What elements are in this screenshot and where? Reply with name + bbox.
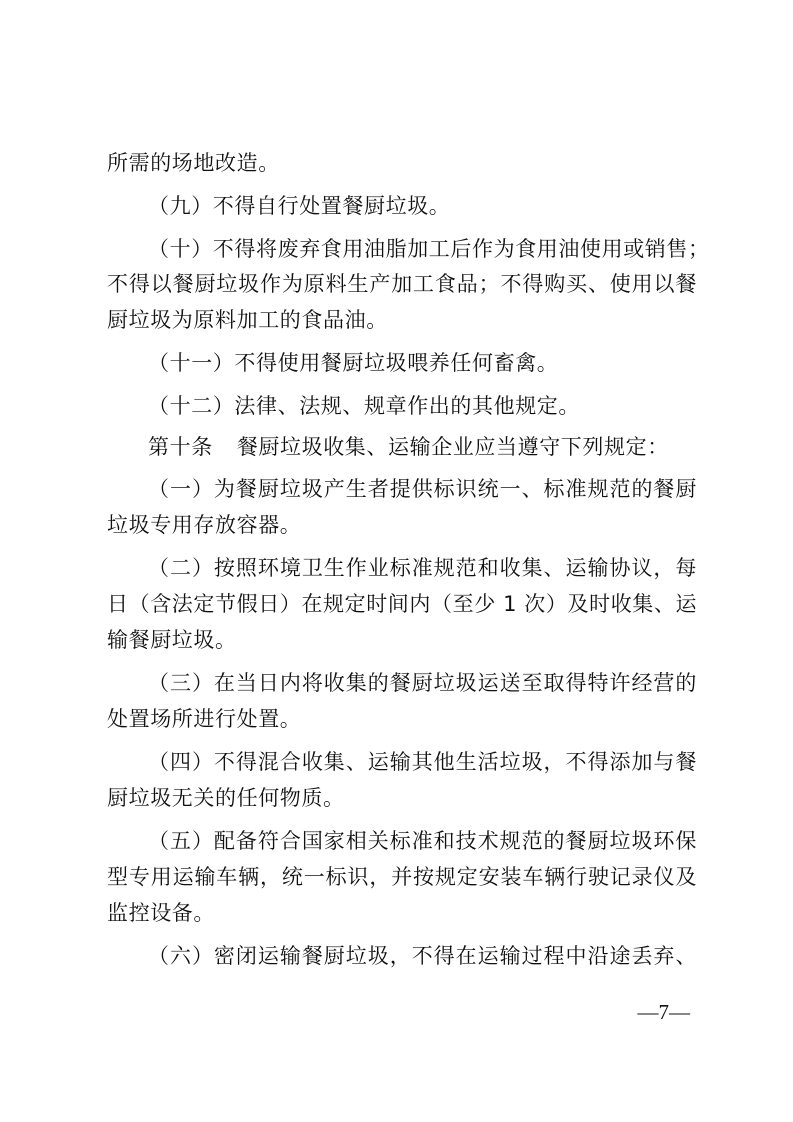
- text-line: （六）密闭运输餐厨垃圾，不得在运输过程中沿途丢弃、: [148, 944, 697, 968]
- text-line: 监控设备。: [107, 901, 215, 925]
- article-number: 第十条: [148, 435, 213, 459]
- text-line: 垃圾专用存放容器。: [107, 513, 302, 537]
- page-number: —7—: [637, 1000, 690, 1024]
- text-line: （四）不得混合收集、运输其他生活垃圾，不得添加与餐: [148, 750, 697, 774]
- text-line: 厨垃圾为原料加工的食品油。: [107, 308, 388, 332]
- article-text: 餐厨垃圾收集、运输企业应当遵守下列规定：: [236, 435, 669, 459]
- text-line: 厨垃圾无关的任何物质。: [107, 786, 345, 810]
- text-line: （一）为餐厨垃圾产生者提供标识统一、标准规范的餐厨: [148, 477, 697, 501]
- text-line: 日（含法定节假日）在规定时间内（至少 1 次）及时收集、运: [107, 592, 698, 616]
- text-line: （三）在当日内将收集的餐厨垃圾运送至取得特许经营的: [148, 671, 697, 695]
- text-line: （十二）法律、法规、规章作出的其他规定。: [148, 394, 580, 418]
- text-line: （五）配备符合国家相关标准和技术规范的餐厨垃圾环保: [148, 829, 697, 853]
- text-line: 型专用运输车辆，统一标识，并按规定安装车辆行驶记录仪及: [107, 865, 697, 889]
- text-line: （二）按照环境卫生作业标准规范和收集、运输协议，每: [148, 556, 697, 580]
- text-line: （九）不得自行处置餐厨垃圾。: [148, 194, 451, 218]
- text-line: （十）不得将废弃食用油脂加工后作为食用油使用或销售；: [148, 237, 710, 261]
- article-heading: [148, 432, 697, 462]
- text-line: 不得以餐厨垃圾作为原料生产加工食品；不得购买、使用以餐: [107, 272, 697, 296]
- text-line: （十一）不得使用餐厨垃圾喂养任何畜禽。: [148, 351, 559, 375]
- text-line: 输餐厨垃圾。: [107, 628, 237, 652]
- text-line: 处置场所进行处置。: [107, 707, 302, 731]
- text-line: 所需的场地改造。: [107, 151, 280, 175]
